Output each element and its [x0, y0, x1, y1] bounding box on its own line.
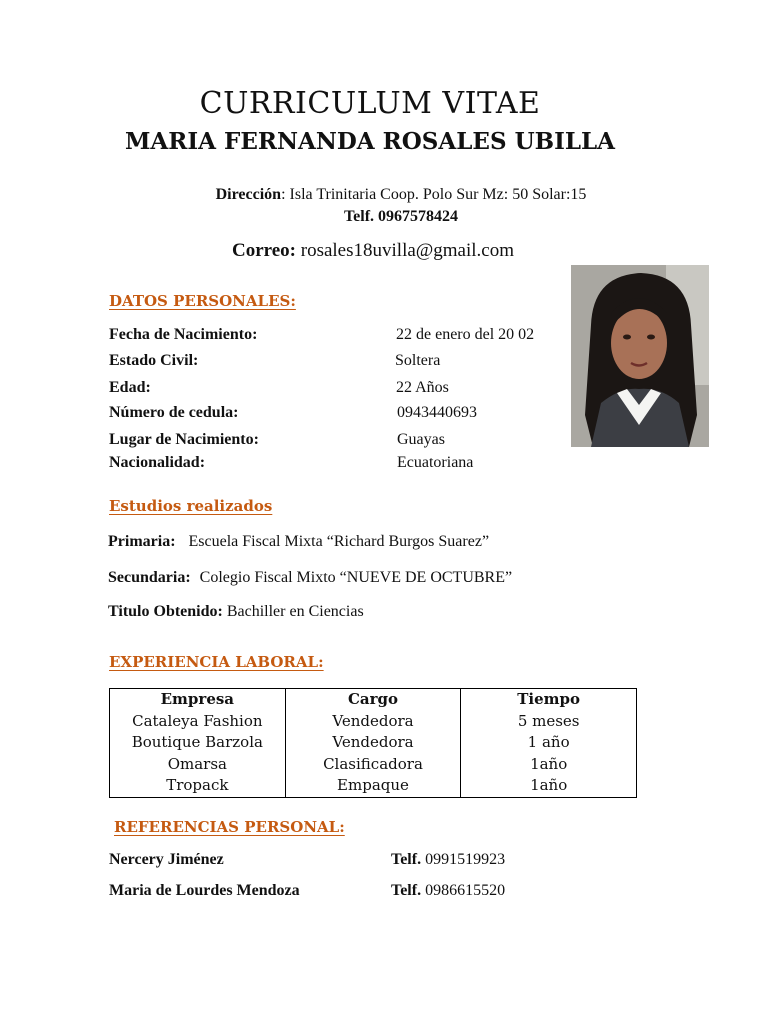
reference-phone: 0991519923 — [421, 851, 506, 868]
degree-value: Bachiller en Ciencias — [222, 603, 364, 620]
table-cell: 1año — [461, 775, 637, 797]
reference-phone-line — [391, 851, 505, 869]
personal-label: Lugar de Nacimiento: — [109, 431, 259, 448]
references-heading: REFERENCIAS PERSONAL: — [114, 818, 345, 836]
table-cell: Vendedora — [285, 711, 461, 733]
address-value: : Isla Trinitaria Coop. Polo Sur Mz: 50 Solar:15 — [281, 186, 587, 203]
secondary-label: Secundaria: — [108, 569, 191, 586]
table-cell: 5 meses — [461, 711, 637, 733]
table-row — [110, 711, 637, 733]
table-row — [110, 775, 637, 797]
table-row — [110, 754, 637, 776]
column-header-duration: Tiempo — [461, 689, 637, 711]
reference-name: Maria de Lourdes Mendoza — [109, 882, 300, 899]
address-label: Dirección — [215, 186, 282, 203]
personal-value: 22 de enero del 20 02 — [396, 326, 535, 343]
phone-line: Telf. 0967578424 — [343, 208, 459, 225]
reference-phone-line — [391, 882, 505, 900]
experience-table — [109, 688, 637, 798]
email-value: rosales18uvilla@gmail.com — [296, 240, 515, 261]
table-cell: Boutique Barzola — [110, 732, 286, 754]
secondary-value: Colegio Fiscal Mixto “NUEVE DE OCTUBRE” — [199, 569, 513, 586]
reference-phone: 0986615520 — [421, 882, 506, 899]
primary-school-line — [108, 533, 489, 551]
experience-heading: EXPERIENCIA LABORAL: — [109, 653, 324, 671]
table-cell: Tropack — [110, 775, 286, 797]
personal-value: Soltera — [395, 352, 441, 369]
personal-label: Fecha de Nacimiento: — [109, 326, 258, 343]
table-cell: Omarsa — [110, 754, 286, 776]
primary-value: Escuela Fiscal Mixta “Richard Burgos Suarez” — [188, 533, 490, 550]
profile-photo — [571, 265, 709, 447]
email-label: Correo: — [231, 240, 296, 261]
table-cell: Cataleya Fashion — [110, 711, 286, 733]
table-cell: Vendedora — [285, 732, 461, 754]
table-header-row — [110, 689, 637, 711]
reference-phone-label: Telf. — [391, 851, 422, 868]
secondary-school-line — [108, 569, 512, 587]
address-line — [0, 186, 768, 204]
studies-heading: Estudios realizados — [109, 497, 273, 515]
table-cell: 1 año — [461, 732, 637, 754]
cv-title: CURRICULUM VITAE — [199, 86, 541, 121]
column-header-position: Cargo — [285, 689, 461, 711]
table-cell: Clasificadora — [285, 754, 461, 776]
personal-value: 22 Años — [396, 379, 449, 396]
table-cell: Empaque — [285, 775, 461, 797]
personal-label: Número de cedula: — [109, 404, 239, 421]
table-cell: 1año — [461, 754, 637, 776]
personal-value: Guayas — [397, 431, 445, 448]
degree-label: Titulo Obtenido: — [108, 603, 223, 620]
personal-value: 0943440693 — [397, 404, 477, 421]
primary-label: Primaria: — [108, 533, 176, 550]
reference-name: Nercery Jiménez — [109, 851, 224, 868]
personal-value: Ecuatoriana — [397, 454, 474, 471]
candidate-name: MARIA FERNANDA ROSALES UBILLA — [124, 128, 616, 155]
table-row — [110, 732, 637, 754]
personal-label: Nacionalidad: — [109, 454, 206, 471]
reference-phone-label: Telf. — [391, 882, 422, 899]
degree-line — [108, 603, 364, 621]
personal-data-heading: DATOS PERSONALES: — [109, 292, 296, 310]
personal-label: Estado Civil: — [109, 352, 199, 369]
column-header-company: Empresa — [110, 689, 286, 711]
email-line — [0, 240, 746, 262]
personal-label: Edad: — [109, 379, 151, 396]
